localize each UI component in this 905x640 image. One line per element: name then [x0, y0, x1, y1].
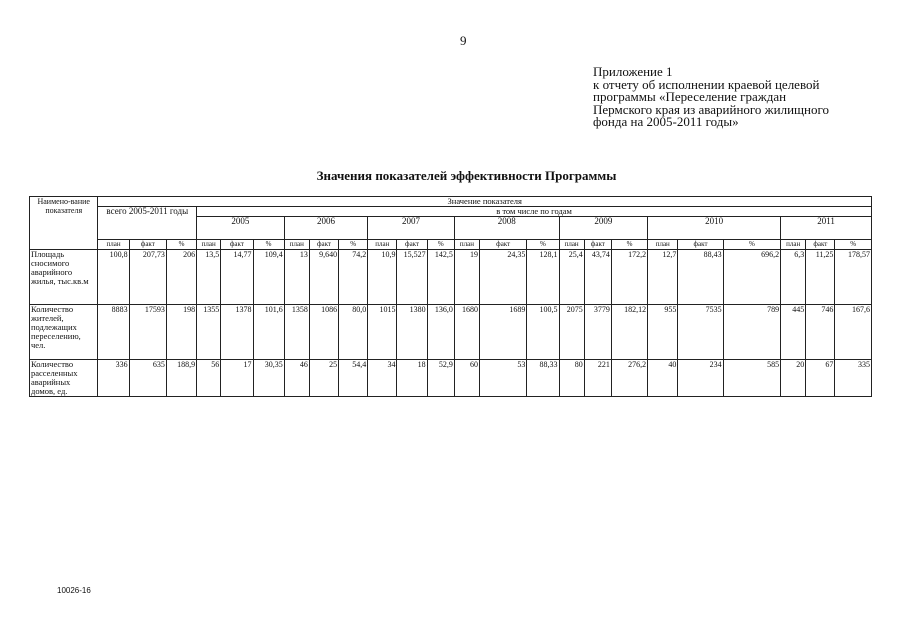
appendix-line: программы «Переселение граждан [593, 89, 787, 104]
row-name: Количество жителей, подлежащих переселению, чел. [30, 305, 98, 360]
page-number: 9 [460, 33, 467, 48]
value-cell: 789 [723, 305, 780, 360]
value-cell: 56 [197, 360, 221, 397]
value-cell: 1015 [368, 305, 397, 360]
subheader-cell: % [166, 240, 196, 250]
row-name: Количество расселенных аварийных домов, ед. [30, 360, 98, 397]
value-cell: 100,8 [98, 250, 129, 305]
value-cell: 17593 [129, 305, 166, 360]
value-cell: 46 [284, 360, 309, 397]
subheader-cell: % [611, 240, 647, 250]
value-cell: 17 [221, 360, 253, 397]
subheader-cell: % [723, 240, 780, 250]
value-cell: 221 [584, 360, 611, 397]
subheader-cell: факт [221, 240, 253, 250]
subheader-cell: факт [480, 240, 527, 250]
value-cell: 25,4 [559, 250, 584, 305]
value-cell: 14,77 [221, 250, 253, 305]
value-cell: 101,6 [253, 305, 284, 360]
value-cell: 53 [480, 360, 527, 397]
value-cell: 13,5 [197, 250, 221, 305]
year-header: 2009 [559, 217, 648, 240]
value-cell: 54,4 [339, 360, 368, 397]
value-cell: 167,6 [835, 305, 872, 360]
value-cell: 7535 [678, 305, 723, 360]
subheader-cell: факт [678, 240, 723, 250]
value-cell: 746 [806, 305, 835, 360]
subheader-cell: % [427, 240, 454, 250]
subheader-cell: план [454, 240, 479, 250]
year-header: 2011 [781, 217, 872, 240]
value-cell: 336 [98, 360, 129, 397]
value-cell: 585 [723, 360, 780, 397]
value-header: Значение показателя [98, 197, 872, 207]
value-cell: 198 [166, 305, 196, 360]
header-row [30, 207, 872, 217]
value-cell: 100,5 [527, 305, 559, 360]
value-cell: 2075 [559, 305, 584, 360]
value-cell: 67 [806, 360, 835, 397]
value-cell: 172,2 [611, 250, 647, 305]
subheader-cell: план [197, 240, 221, 250]
value-cell: 40 [648, 360, 678, 397]
appendix-note [593, 66, 893, 129]
value-cell: 9,640 [309, 250, 338, 305]
year-header: 2005 [197, 217, 285, 240]
year-header: 2006 [284, 217, 368, 240]
value-cell: 276,2 [611, 360, 647, 397]
subheader-cell: план [98, 240, 129, 250]
table-body [30, 197, 872, 397]
row-name: Площадь сносимого аварийного жилья, тыс.кв.м [30, 250, 98, 305]
value-cell: 24,35 [480, 250, 527, 305]
subheader-cell: факт [584, 240, 611, 250]
value-cell: 6,3 [781, 250, 806, 305]
value-cell: 1358 [284, 305, 309, 360]
subheader-row [30, 240, 872, 250]
value-cell: 43,74 [584, 250, 611, 305]
value-cell: 207,73 [129, 250, 166, 305]
value-cell: 13 [284, 250, 309, 305]
value-cell: 80 [559, 360, 584, 397]
value-cell: 80,0 [339, 305, 368, 360]
value-cell: 52,9 [427, 360, 454, 397]
value-cell: 3779 [584, 305, 611, 360]
appendix-line: фонда на 2005-2011 годы» [593, 114, 739, 129]
value-cell: 445 [781, 305, 806, 360]
document-title: Значения показателей эффективности Программы [316, 168, 617, 183]
value-cell: 206 [166, 250, 196, 305]
value-cell: 1086 [309, 305, 338, 360]
value-cell: 10,9 [368, 250, 397, 305]
table-row [30, 250, 872, 305]
value-cell: 25 [309, 360, 338, 397]
subheader-cell: % [835, 240, 872, 250]
subheader-cell: план [284, 240, 309, 250]
indicator-name-header: Наимено-вание показателя [30, 197, 98, 250]
subheader-cell: % [253, 240, 284, 250]
value-cell: 142,5 [427, 250, 454, 305]
subheader-cell: план [648, 240, 678, 250]
subheader-cell: факт [806, 240, 835, 250]
subheader-cell: факт [309, 240, 338, 250]
subheader-cell: план [781, 240, 806, 250]
header-row [30, 197, 872, 207]
appendix-line: Приложение 1 [593, 64, 673, 79]
year-header: 2010 [648, 217, 781, 240]
value-cell: 182,12 [611, 305, 647, 360]
value-cell: 74,2 [339, 250, 368, 305]
value-cell: 19 [454, 250, 479, 305]
value-cell: 635 [129, 360, 166, 397]
table-row [30, 360, 872, 397]
value-cell: 20 [781, 360, 806, 397]
value-cell: 18 [397, 360, 427, 397]
subheader-cell: план [559, 240, 584, 250]
year-header: 2007 [368, 217, 455, 240]
value-cell: 178,57 [835, 250, 872, 305]
subheader-cell: факт [397, 240, 427, 250]
value-cell: 188,9 [166, 360, 196, 397]
value-cell: 34 [368, 360, 397, 397]
by-years-header: в том числе по годам [197, 207, 872, 217]
value-cell: 234 [678, 360, 723, 397]
value-cell: 30,35 [253, 360, 284, 397]
year-header: 2008 [454, 217, 559, 240]
value-cell: 696,2 [723, 250, 780, 305]
subheader-cell: % [527, 240, 559, 250]
value-cell: 15,527 [397, 250, 427, 305]
footer-code: 10026-16 [57, 586, 91, 595]
subheader-cell: % [339, 240, 368, 250]
value-cell: 60 [454, 360, 479, 397]
value-cell: 8883 [98, 305, 129, 360]
value-cell: 1680 [454, 305, 479, 360]
total-header: всего 2005-2011 годы [98, 207, 197, 240]
value-cell: 335 [835, 360, 872, 397]
value-cell: 12,7 [648, 250, 678, 305]
appendix-line: к отчету об исполнении краевой целевой [593, 76, 820, 92]
indicators-table [29, 196, 872, 397]
value-cell: 1355 [197, 305, 221, 360]
value-cell: 128,1 [527, 250, 559, 305]
value-cell: 109,4 [253, 250, 284, 305]
value-cell: 88,43 [678, 250, 723, 305]
value-cell: 1378 [221, 305, 253, 360]
table-row [30, 305, 872, 360]
subheader-cell: план [368, 240, 397, 250]
value-cell: 136,0 [427, 305, 454, 360]
subheader-cell: факт [129, 240, 166, 250]
value-cell: 88,33 [527, 360, 559, 397]
value-cell: 955 [648, 305, 678, 360]
value-cell: 1380 [397, 305, 427, 360]
value-cell: 11,25 [806, 250, 835, 305]
value-cell: 1689 [480, 305, 527, 360]
appendix-line: Пермского края из аварийного жилищного [593, 101, 830, 117]
